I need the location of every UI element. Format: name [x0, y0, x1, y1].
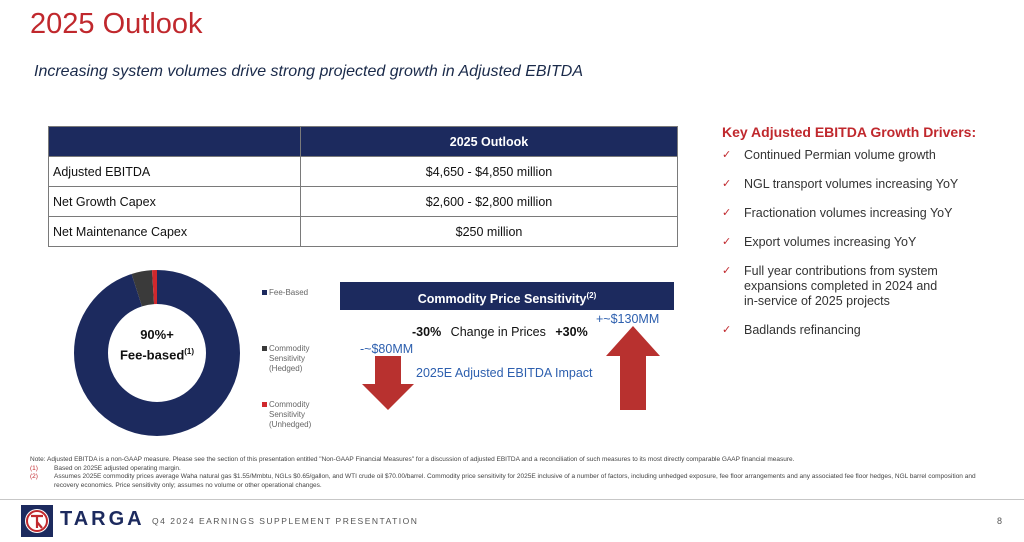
legend-swatch [262, 402, 267, 407]
footnote-num: (2) [30, 473, 38, 480]
neg-pct: -30% [412, 325, 442, 339]
legend-item-unhedged [262, 400, 332, 430]
sensitivity-footnote-ref: (2) [586, 291, 597, 300]
donut-center-line2 [92, 343, 222, 363]
donut-center-line1: 90%+ [140, 327, 174, 342]
up-arrow-icon [606, 326, 660, 410]
footnote-2 [30, 473, 990, 490]
table-row [49, 217, 678, 247]
legend-swatch [262, 290, 267, 295]
page-number: 8 [996, 516, 1002, 526]
sensitivity-header-text: Commodity Price Sensitivity [417, 292, 587, 307]
outlook-table-header-blank [49, 127, 301, 157]
checkmark-icon: ✓ [722, 178, 732, 190]
list-item [722, 235, 1012, 250]
footer-text: Q4 2024 EARNINGS SUPPLEMENT PRESENTATION [152, 516, 419, 526]
donut-center-text: Fee-based [119, 347, 185, 363]
row-value: $2,600 - $2,800 million [301, 187, 678, 217]
driver-text: Continued Permian volume growth [744, 148, 936, 162]
driver-text: Fractionation volumes increasing YoY [744, 206, 953, 220]
footnote-main: Note: Adjusted EBITDA is a non-GAAP measure. Please see the section of this presentation entitled "Non-GAAP Financial Measures" for a discussion of adjusted EBITDA and a reconciliation of such measures to its most directly comparable GAAP financial measure. [30, 456, 795, 463]
positive-impact-value: +~$130MM [596, 312, 660, 326]
legend-item-fee-based [262, 288, 308, 298]
row-value: $250 million [301, 217, 678, 247]
table-row [49, 157, 678, 187]
row-label: Net Growth Capex [49, 187, 301, 217]
drivers-title: Key Adjusted EBITDA Growth Drivers: [722, 124, 977, 140]
donut-footnote-ref: (1) [184, 347, 195, 356]
footnote-num: (1) [30, 464, 38, 472]
list-item [722, 323, 1012, 338]
row-label: Adjusted EBITDA [49, 157, 301, 187]
row-label: Net Maintenance Capex [49, 217, 301, 247]
sensitivity-header [340, 282, 674, 310]
checkmark-icon: ✓ [722, 236, 732, 248]
donut-center-label [92, 326, 222, 363]
footnotes [30, 456, 990, 490]
legend-label: Commodity Sensitivity (Hedged) [269, 344, 310, 373]
footnote-text: Assumes 2025E commodity prices average Waha natural gas $1.55/Mmbtu, NGLs $0.65/gallon, and WTI crude oil $70.00/barrel. Commodity price sensitivity for 2025E inclusive of a number of factors, including unhedged exposure, fee floor arrangements and any associated fee floor hedges, NGL barrel composition and recovery economics. Price sensitivity only; assumes no volume or other operational changes. [54, 473, 976, 489]
page-title: 2025 Outlook [30, 8, 203, 40]
ebitda-impact-label: 2025E Adjusted EBITDA Impact [416, 366, 593, 380]
checkmark-icon: ✓ [722, 207, 732, 219]
negative-impact-value: -~$80MM [360, 342, 414, 356]
down-arrow-icon [362, 356, 414, 410]
outlook-table-header: 2025 Outlook [301, 127, 678, 157]
change-in-prices-label: Change in Prices [450, 325, 546, 339]
price-change-row [412, 325, 588, 339]
page-subtitle: Increasing system volumes drive strong projected growth in Adjusted EBITDA [34, 63, 583, 80]
targa-logo-icon [20, 504, 54, 538]
list-item [722, 148, 1012, 163]
legend-label: Commodity Sensitivity (Unhedged) [269, 400, 312, 429]
list-item [722, 206, 1012, 221]
legend-item-hedged [262, 344, 332, 374]
driver-text: Badlands refinancing [744, 323, 861, 337]
outlook-table [48, 126, 678, 247]
outlook-table-header-row [49, 127, 678, 157]
table-row [49, 187, 678, 217]
footer-divider [0, 499, 1024, 500]
legend-swatch [262, 346, 267, 351]
driver-text: NGL transport volumes increasing YoY [744, 177, 959, 191]
driver-text: Full year contributions from system expansions completed in 2024 and in-service of 2025 projects [744, 264, 938, 308]
list-item [722, 177, 1012, 192]
legend-label: Fee-Based [269, 288, 309, 297]
checkmark-icon: ✓ [722, 265, 732, 277]
driver-text: Export volumes increasing YoY [744, 235, 917, 249]
checkmark-icon: ✓ [722, 149, 732, 161]
brand-name: TARGA [60, 508, 145, 530]
list-item [722, 264, 942, 309]
row-value: $4,650 - $4,850 million [301, 157, 678, 187]
drivers-list [722, 148, 1012, 352]
checkmark-icon: ✓ [722, 324, 732, 336]
footnote-1 [30, 465, 990, 474]
footnote-text: Based on 2025E adjusted operating margin. [54, 464, 181, 472]
pos-pct: +30% [555, 325, 588, 339]
